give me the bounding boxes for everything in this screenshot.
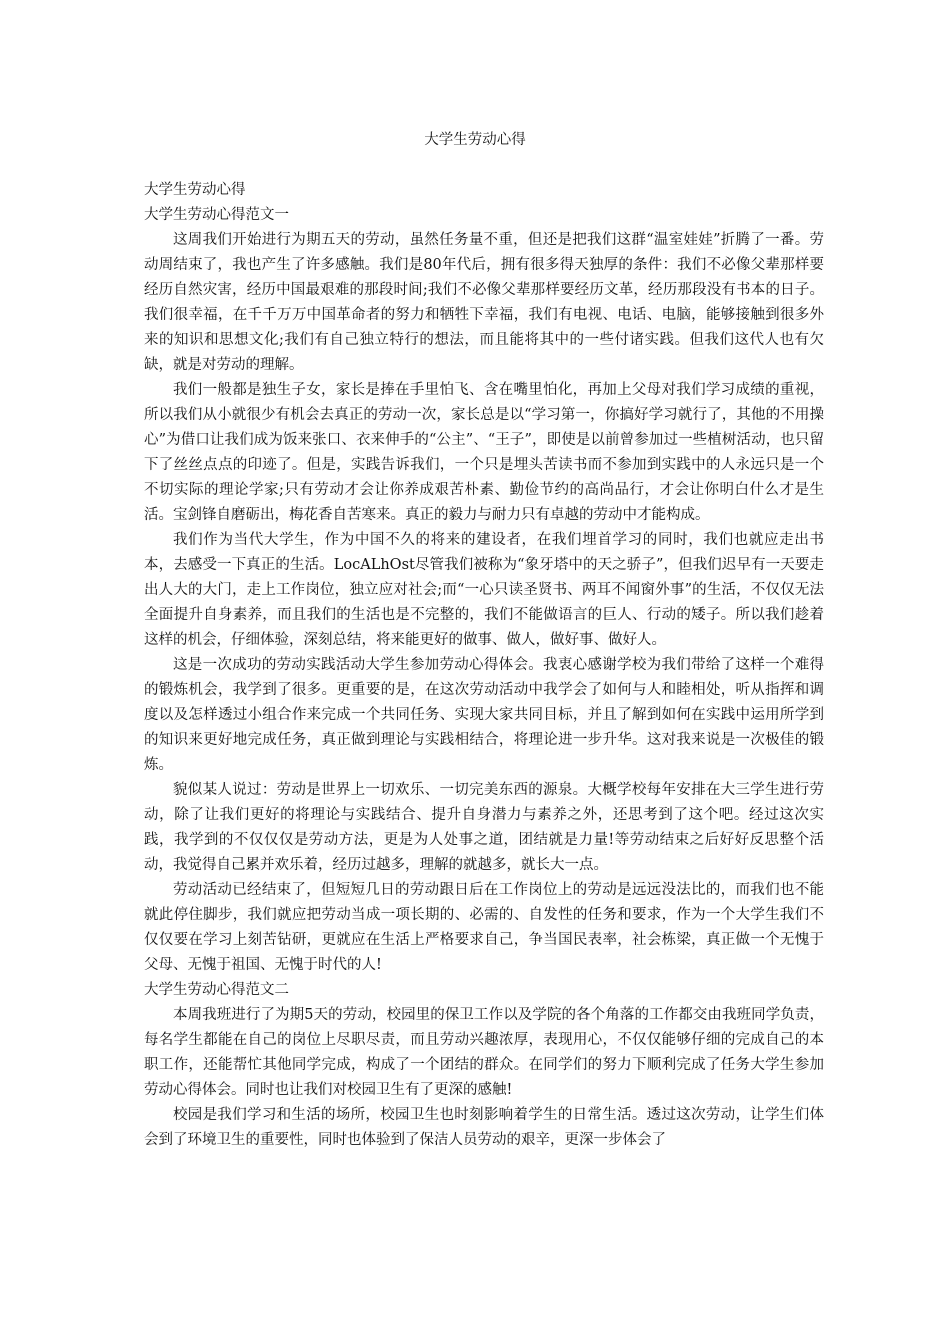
- paragraph: 这是一次成功的劳动实践活动大学生参加劳动心得体会。我衷心感谢学校为我们带给了这样一个难得的锻炼机会，我学到了很多。更重要的是，在这次劳动活动中我学会了如何与人和睦相处，听从指挥和调度以及怎样透过小组合作来完成一个共同任务、实现大家共同目标，并且了解到如何在实践中运用所学到的知识来更好地完成任务，真正做到理论与实践相结合，将理论进一步升华。这对我来说是一次极佳的锻炼。: [144, 657, 824, 773]
- paragraph: 这周我们开始进行为期五天的劳动，虽然任务量不重，但还是把我们这群“温室娃娃”折腾了一番。劳动周结束了，我也产生了许多感触。我们是80年代后，拥有很多得天独厚的条件：我们不必像父辈那样要经历自然灾害，经历中国最艰难的那段时间;我们不必像父辈那样要经历文革，经历那段没有书本的日子。我们很幸福，在千千万万中国革命者的努力和牺牲下幸福，我们有电视、电话、电脑，能够接触到很多外来的知识和思想文化;我们有自己独立特行的想法，而且能将其中的一些付诸实践。但我们这代人也有欠缺，就是对劳动的理解。: [144, 232, 824, 373]
- paragraph: 劳动活动已经结束了，但短短几日的劳动跟日后在工作岗位上的劳动是远远没法比的，而我们也不能就此停住脚步，我们就应把劳动当成一项长期的、必需的、自发性的任务和要求，作为一个大学生我们不仅仅要在学习上刻苦钻研，更就应在生活上严格要求自己，争当国民表率，社会栋梁，真正做一个无愧于父母、无愧于祖国、无愧于时代的人!: [144, 882, 824, 973]
- section-heading-2: 大学生劳动心得范文二: [144, 982, 289, 998]
- paragraph: 我们一般都是独生子女，家长是捧在手里怕飞、含在嘴里怕化，再加上父母对我们学习成绩的重视，所以我们从小就很少有机会去真正的劳动一次，家长总是以“学习第一，你搞好学习就行了，其他的不用操心”为借口让我们成为饭来张口、衣来伸手的“公主”、“王子”，即使是以前曾参加过一些植树活动，也只留下了丝丝点点的印迹了。但是，实践告诉我们，一个只是埋头苦读书而不参加到实践中的人永远只是一个不切实际的理论学家;只有劳动才会让你养成艰苦朴素、勤俭节约的高尚品行，才会让你明白什么才是生活。宝剑锋自磨砺出，梅花香自苦寒来。真正的毅力与耐力只有卓越的劳动中才能构成。: [144, 382, 824, 523]
- paragraph: 貌似某人说过：劳动是世界上一切欢乐、一切完美东西的源泉。大概学校每年安排在大三学生进行劳动，除了让我们更好的将理论与实践结合、提升自身潜力与素养之外，还思考到了这个吧。经过这次实践，我学到的不仅仅仅是劳动方法，更是为人处事之道，团结就是力量!等劳动结束之后好好反思整个活动，我觉得自己累并欢乐着，经历过越多，理解的就越多，就长大一点。: [144, 782, 824, 873]
- paragraph: 我们作为当代大学生，作为中国不久的将来的建设者，在我们埋首学习的同时，我们也就应走出书本，去感受一下真正的生活。LocALhOst尽管我们被称为“象牙塔中的天之骄子”，但我们迟早有一天要走出人大的大门，走上工作岗位，独立应对社会;而“一心只读圣贤书、两耳不闻窗外事”的生活，不仅仅无法全面提升自身素养，而且我们的生活也是不完整的，我们不能做语言的巨人、行动的矮子。所以我们趁着这样的机会，仔细体验，深刻总结，将来能更好的做事、做人，做好事、做好人。: [144, 532, 824, 648]
- section-heading-1: 大学生劳动心得范文一: [144, 207, 289, 223]
- document-title: 大学生劳动心得: [424, 132, 526, 148]
- document-heading: 大学生劳动心得: [144, 182, 246, 198]
- paragraph: 校园是我们学习和生活的场所，校园卫生也时刻影响着学生的日常生活。透过这次劳动，让学生们体会到了环境卫生的重要性，同时也体验到了保洁人员劳动的艰辛，更深一步体会了: [144, 1107, 824, 1148]
- document-body: [144, 178, 824, 1153]
- paragraph: 本周我班进行了为期5天的劳动，校园里的保卫工作以及学院的各个角落的工作都交由我班同学负责，每名学生都能在自己的岗位上尽职尽责，而且劳动兴趣浓厚，表现用心，不仅仅能够仔细的完成自己的本职工作，还能帮忙其他同学完成，构成了一个团结的群众。在同学们的努力下顺利完成了任务大学生参加劳动心得体会。同时也让我们对校园卫生有了更深的感触!: [144, 1007, 824, 1098]
